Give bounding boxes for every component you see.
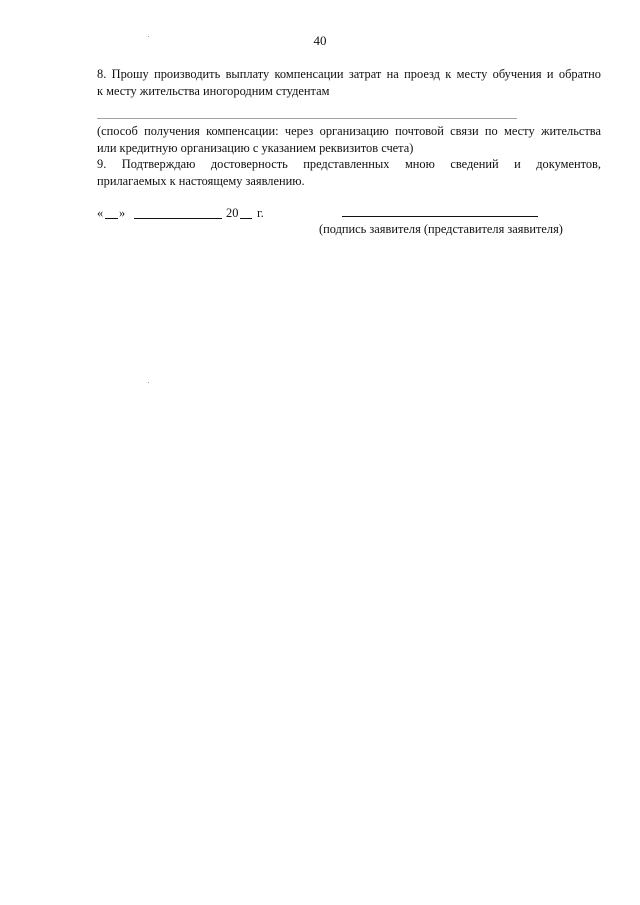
compensation-method-fill-line bbox=[97, 117, 517, 119]
signature-caption: (подпись заявителя (представителя заявителя) bbox=[319, 222, 563, 236]
scan-speck bbox=[148, 382, 149, 383]
item-9-line-1: 9. Подтверждаю достоверность представленных мною сведений и документов, bbox=[97, 157, 601, 171]
date-open-quote: « bbox=[97, 206, 104, 220]
document-body bbox=[97, 66, 601, 189]
day-blank bbox=[105, 218, 118, 219]
item-8-line-1: 8. Прошу производить выплату компенсации затрат на проезд к месту обучения и обратно bbox=[97, 67, 601, 81]
year-prefix: 20 bbox=[226, 206, 239, 220]
signature-line bbox=[342, 216, 538, 217]
month-blank bbox=[134, 218, 222, 219]
method-note-line-1: (способ получения компенсации: через организацию почтовой связи по месту жительства bbox=[97, 124, 601, 138]
scan-speck bbox=[148, 36, 149, 37]
year-blank bbox=[240, 218, 252, 219]
date-close-quote: » bbox=[119, 206, 126, 220]
method-note-line-2: или кредитную организацию с указанием реквизитов счета) bbox=[97, 140, 414, 155]
page-number: 40 bbox=[313, 33, 327, 48]
item-8-line-2: к месту жительства иногородним студентам bbox=[97, 83, 330, 98]
year-suffix: г. bbox=[257, 206, 264, 220]
item-9-line-2: прилагаемых к настоящему заявлению. bbox=[97, 173, 305, 188]
